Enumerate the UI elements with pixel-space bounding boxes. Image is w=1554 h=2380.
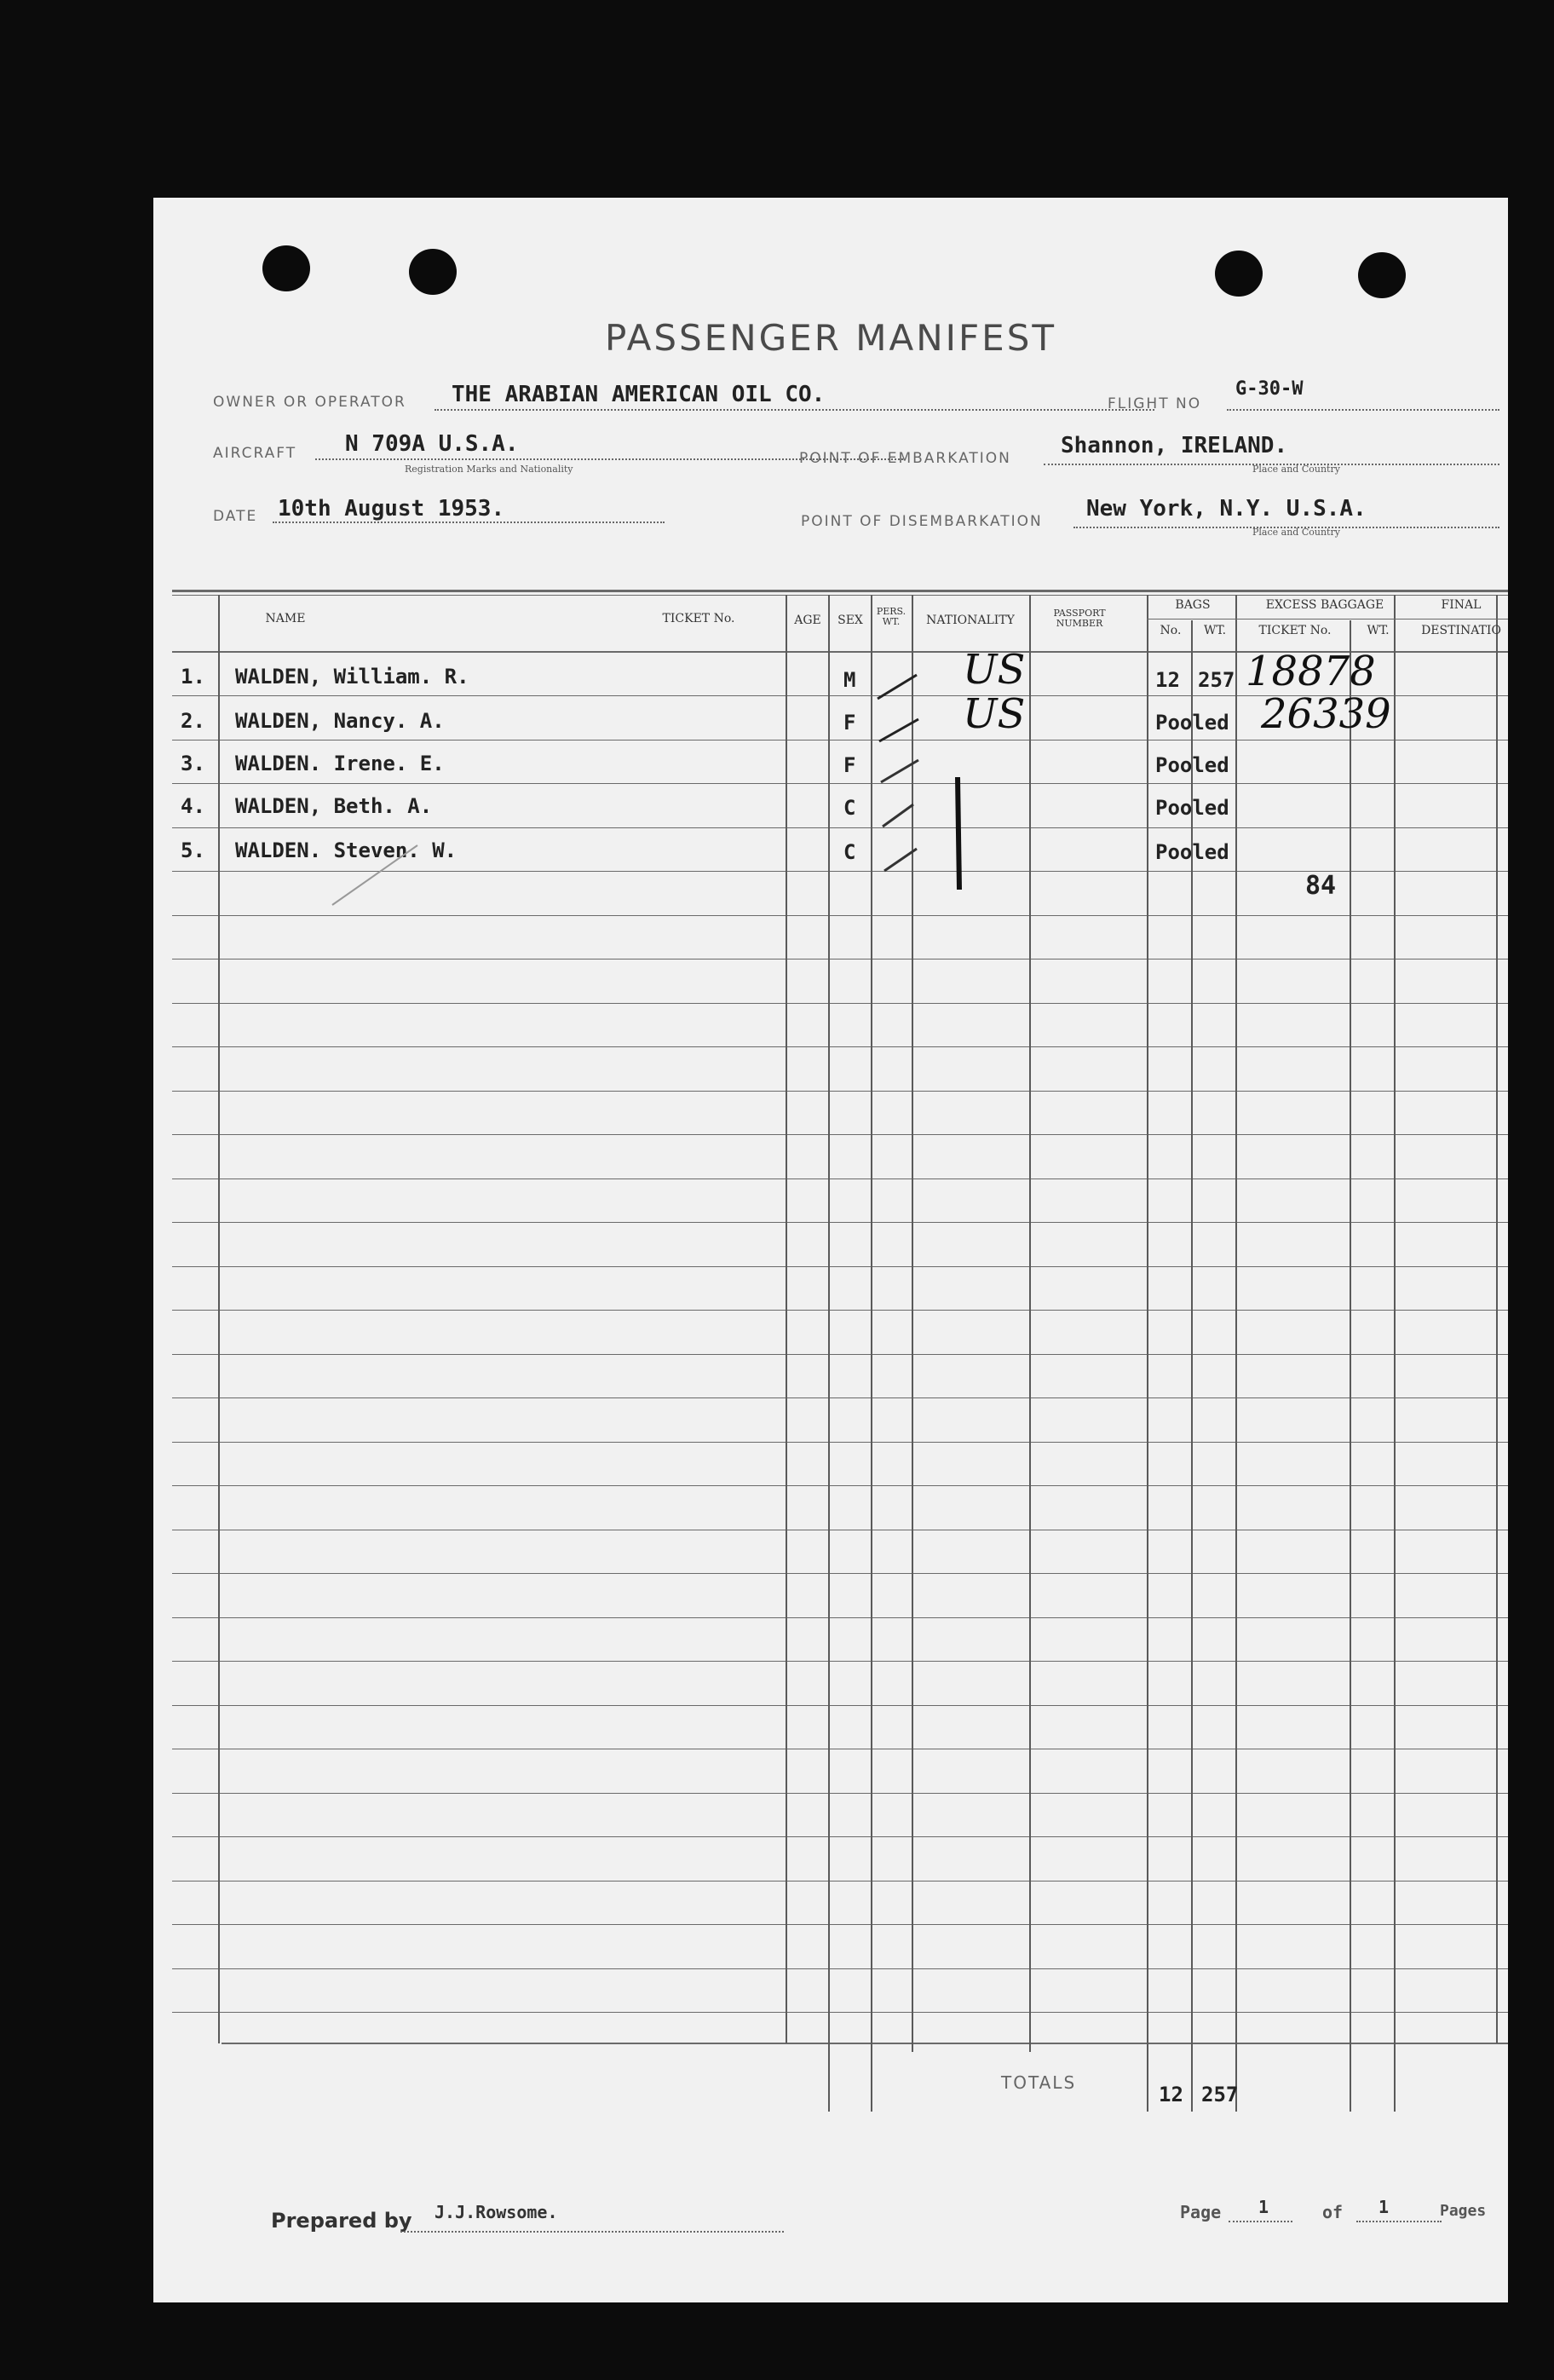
col-excess-ticket-header: TICKET No. (1258, 624, 1332, 637)
col-nationality-header: NATIONALITY (926, 614, 1015, 627)
passenger-name: WALDEN, William. R. (235, 665, 469, 689)
table-rule (172, 1046, 1508, 1047)
flight-line (1227, 409, 1499, 411)
col-bags-no-header: No. (1160, 624, 1182, 637)
flight-label: FLIGHT NO (1108, 395, 1202, 412)
prepared-by-value: J.J.Rowsome. (435, 2202, 558, 2222)
owner-value: THE ARABIAN AMERICAN OIL CO. (452, 382, 826, 407)
table-rule (172, 1003, 1508, 1004)
table-rule (172, 1661, 1508, 1662)
excess-ticket-number: 18878 (1246, 648, 1376, 695)
table-rule (172, 1397, 1508, 1398)
table-column-rule (1394, 595, 1396, 2112)
table-rule (172, 1836, 1508, 1837)
table-column-rule (786, 595, 787, 2043)
prepared-by-label: Prepared by (271, 2209, 412, 2233)
disembark-value: New York, N.Y. U.S.A. (1086, 496, 1367, 522)
table-rule (172, 590, 1508, 592)
passenger-name: WALDEN. Irene. E. (235, 752, 445, 775)
passenger-name: WALDEN, Beth. A. (235, 794, 433, 818)
of-label: of (1322, 2202, 1344, 2222)
col-name-header: NAME (265, 612, 306, 625)
table-rule (172, 1222, 1508, 1223)
table-rule (172, 1266, 1508, 1267)
owner-label: OWNER OR OPERATOR (213, 394, 406, 411)
table-column-rule (218, 595, 220, 2043)
table-rule (172, 1968, 1508, 1969)
page-number: 1 (1258, 2197, 1269, 2217)
pages-label: Pages (1440, 2202, 1487, 2220)
totals-bags-count: 12 (1159, 2083, 1183, 2106)
table-rule (172, 1573, 1508, 1574)
manifest-sheet (153, 198, 1508, 2302)
disembark-label: POINT OF DISEMBARKATION (801, 513, 1043, 530)
prepared-by-line (400, 2231, 784, 2233)
table-rule (172, 915, 1508, 916)
table-rule (172, 1617, 1508, 1618)
table-rule (172, 1485, 1508, 1486)
check-marks-icon (869, 658, 1005, 896)
embark-value: Shannon, IRELAND. (1061, 433, 1288, 458)
bags-pooled: Pooled (1155, 796, 1229, 820)
bags-count: 12 (1155, 668, 1180, 692)
passenger-sex: C (843, 840, 856, 864)
punch-hole-icon (1215, 251, 1263, 297)
table-column-rule (1496, 595, 1498, 2043)
aircraft-caption: Registration Marks and Nationality (405, 464, 573, 475)
passenger-sex: M (843, 668, 856, 692)
passenger-nationality: US (963, 690, 1026, 738)
punch-hole-icon (409, 249, 457, 295)
bags-weight: 257 (1198, 668, 1235, 692)
punch-hole-icon (262, 245, 310, 291)
pencil-stroke-icon (324, 837, 426, 913)
row-number: 2. (181, 709, 205, 733)
embark-label: POINT OF EMBARKATION (799, 450, 1011, 467)
embark-caption: Place and Country (1252, 464, 1340, 475)
owner-line (435, 409, 1154, 411)
table-rule (172, 595, 1508, 596)
table-column-rule (1235, 595, 1237, 2112)
table-column-rule (1147, 595, 1148, 2112)
table-rule (172, 1924, 1508, 1925)
form-title: PASSENGER MANIFEST (604, 317, 1057, 359)
table-rule (172, 1354, 1508, 1355)
col-ticket-header: TICKET No. (662, 612, 735, 625)
col-sex-header: SEX (837, 614, 863, 627)
row-number: 3. (181, 752, 205, 775)
punch-hole-icon (1358, 252, 1406, 298)
row-number: 4. (181, 794, 205, 818)
table-rule (172, 2012, 1508, 2013)
disembark-caption: Place and Country (1252, 527, 1340, 538)
bags-pooled: Pooled (1155, 711, 1229, 735)
aircraft-label: AIRCRAFT (213, 445, 297, 462)
date-value: 10th August 1953. (278, 496, 505, 522)
col-age-header: AGE (794, 614, 821, 627)
aircraft-value: N 709A U.S.A. (345, 431, 519, 457)
col-destination-header: DESTINATIO (1421, 624, 1501, 637)
table-rule (172, 740, 1508, 741)
table-rule (172, 1442, 1508, 1443)
col-excess-header: EXCESS BAGGAGE (1265, 598, 1384, 612)
col-excess-wt-header: WT. (1367, 624, 1390, 637)
table-rule (172, 1881, 1508, 1882)
table-rule (172, 783, 1508, 784)
bags-pooled: Pooled (1155, 753, 1229, 777)
page-count: 1 (1378, 2197, 1390, 2217)
excess-ticket-number: 26339 (1261, 690, 1391, 738)
row-number: 1. (181, 665, 205, 689)
bags-pooled: Pooled (1155, 840, 1229, 864)
table-rule (172, 1793, 1508, 1794)
passenger-name: WALDEN, Nancy. A. (235, 709, 445, 733)
table-rule (172, 827, 1508, 828)
totals-label: TOTALS (1001, 2072, 1077, 2093)
date-label: DATE (213, 508, 258, 525)
col-passport-header: PASSPORT NUMBER (1053, 608, 1106, 629)
table-column-rule (1029, 595, 1031, 2052)
col-pers-wt-header: PERS. WT. (876, 606, 906, 627)
table-rule (172, 1310, 1508, 1311)
flight-value: G-30-W (1235, 378, 1304, 400)
row-number: 5. (181, 838, 205, 862)
passenger-sex: F (843, 753, 856, 777)
page-label: Page (1180, 2202, 1222, 2222)
page-line (1229, 2221, 1292, 2222)
passenger-sex: F (843, 711, 856, 735)
totals-bags-weight: 257 (1201, 2083, 1239, 2106)
passenger-nationality: US (963, 646, 1026, 694)
pages-line (1356, 2221, 1442, 2222)
table-column-rule (1350, 620, 1351, 2112)
table-rule (172, 1178, 1508, 1179)
table-rule (172, 1134, 1508, 1135)
passenger-sex: C (843, 796, 856, 820)
excess-note: 84 (1305, 871, 1337, 901)
col-bags-wt-header: WT. (1203, 624, 1227, 637)
passenger-name: WALDEN. Steven. W. (235, 838, 458, 862)
table-rule (222, 2043, 1508, 2044)
col-bags-header: BAGS (1175, 598, 1211, 612)
date-line (273, 522, 665, 523)
col-final-header: FINAL (1441, 598, 1482, 612)
table-column-rule (828, 595, 830, 2112)
table-rule (172, 1091, 1508, 1092)
table-rule (172, 1705, 1508, 1706)
